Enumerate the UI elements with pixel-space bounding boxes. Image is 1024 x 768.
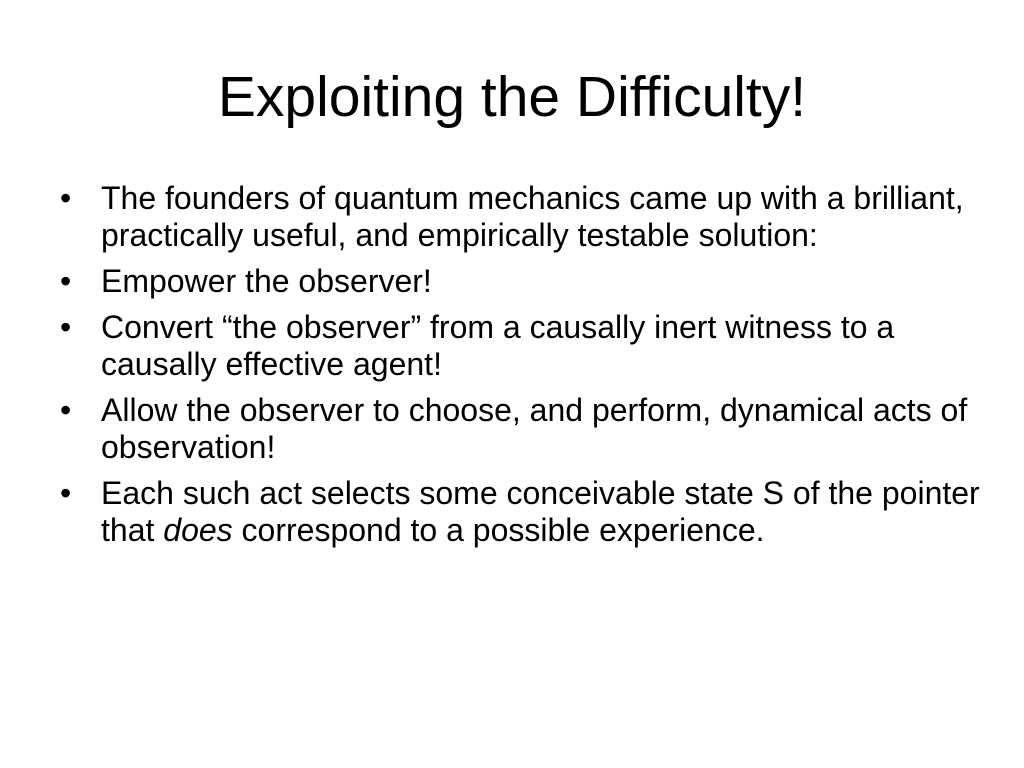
bullet-text [101, 475, 980, 548]
bullet-item [60, 263, 980, 300]
bullet-text: Empower the observer! [101, 263, 432, 299]
bullet-text-part: Each such act selects some conceivable state S of the pointer that [101, 475, 980, 548]
bullet-item [60, 475, 980, 549]
emphasized-word: does [163, 512, 233, 548]
slide-title: Exploiting the Difficulty! [217, 65, 807, 129]
bullet-marker: • [60, 392, 72, 428]
bullet-marker: • [60, 180, 72, 216]
bullet-text: Allow the observer to choose, and perform, dynamical acts of observation! [101, 392, 968, 465]
bullet-list [60, 180, 980, 558]
bullet-text: The founders of quantum mechanics came up with a brilliant, practically useful, and empirically testable solution: [101, 180, 964, 253]
bullet-marker: • [60, 263, 72, 299]
bullet-text: Convert “the observer” from a causally inert witness to a causally effective agent! [101, 309, 895, 382]
bullet-item [60, 180, 980, 254]
bullet-marker: • [60, 309, 72, 345]
bullet-item [60, 392, 980, 466]
bullet-text-part: correspond to a possible experience. [232, 512, 765, 548]
bullet-marker: • [60, 475, 72, 511]
bullet-item [60, 309, 980, 383]
